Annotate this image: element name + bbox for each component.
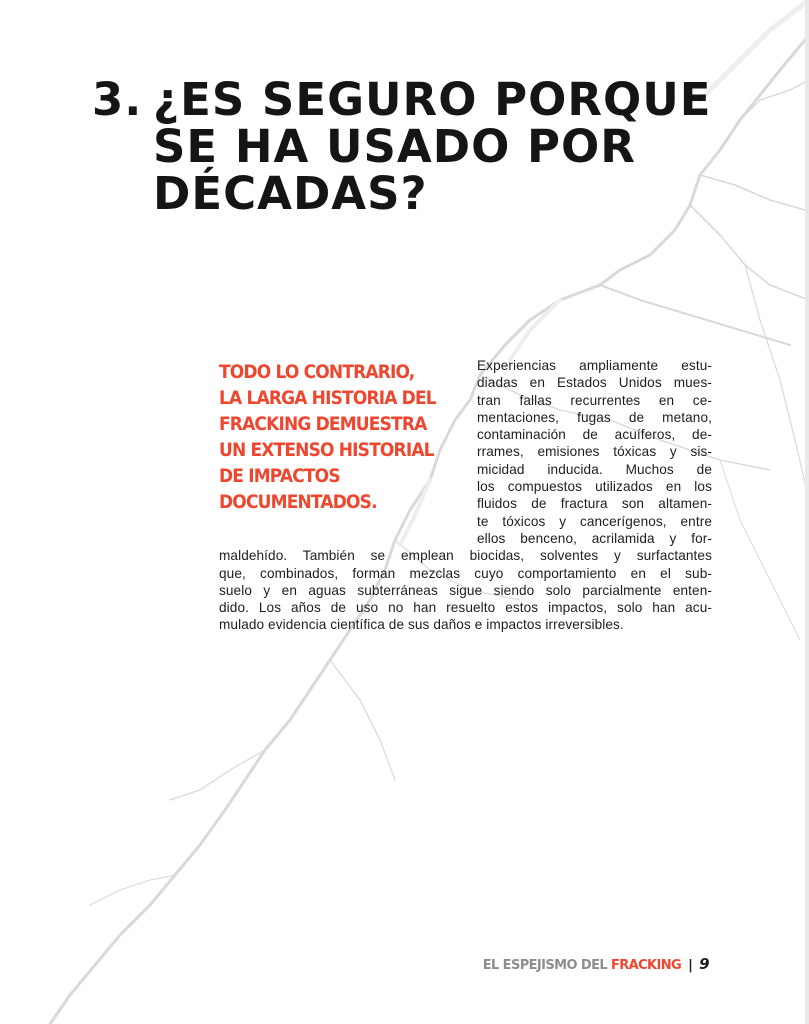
footer-separator: | [688,958,693,973]
body-line: tran fallas recurrentes en ce- [477,392,712,408]
body-line: micidad inducida. Muchos de [477,461,712,477]
title-line: DÉCADAS? [153,167,428,220]
body-line: dido. Los años de uso no han resuelto estos impactos, solo han acu- [219,600,712,616]
body-line: los compuestos utilizados en los [477,479,712,495]
body-line: mentaciones, fugas de metano, [477,409,712,425]
body-line: que, combinados, forman mezclas cuyo comportamiento en el sub- [219,565,712,581]
body-line: contaminación de acuíferos, de- [477,427,712,443]
body-line: diadas en Estados Unidos mues- [477,375,712,391]
title-line: SE HA USADO POR [153,120,636,173]
body-line: rrames, emisiones tóxicas y sis- [477,444,712,460]
body-line: ellos benceno, acrilamida y for- [477,530,712,546]
page-number: 9 [699,955,709,973]
body-paragraph [219,357,712,634]
body-line: fluidos de fractura son altamen- [477,496,712,512]
pull-quote-line: DOCUMENTADOS. [219,492,377,513]
page-title [92,73,732,220]
body-line: Experiencias ampliamente estu- [477,358,712,373]
title-line: ¿ES SEGURO PORQUE [153,73,712,126]
pull-quote-line: TODO LO CONTRARIO, [219,362,415,383]
publication-title-highlight: FRACKING [610,958,682,973]
publication-title: EL ESPEJISMO DEL [482,958,608,973]
title-number: 3. [92,73,143,126]
page-edge [805,0,809,1024]
page-footer [483,955,709,973]
pull-quote-line: LA LARGA HISTORIA DEL [219,388,436,409]
body-line: te tóxicos y cancerígenos, entre [477,513,712,529]
body-line: maldehído. También se emplean biocidas, solventes y surfactantes [219,548,712,564]
body-line: mulado evidencia científica de sus daños e impactos irreversibles. [219,617,624,633]
body-line: suelo y en aguas subterráneas sigue siendo solo parcialmente enten- [219,582,712,598]
pull-quote-line: DE IMPACTOS [219,466,340,487]
pull-quote-line: FRACKING DEMUESTRA [219,414,427,435]
pull-quote-line: UN EXTENSO HISTORIAL [219,440,434,461]
